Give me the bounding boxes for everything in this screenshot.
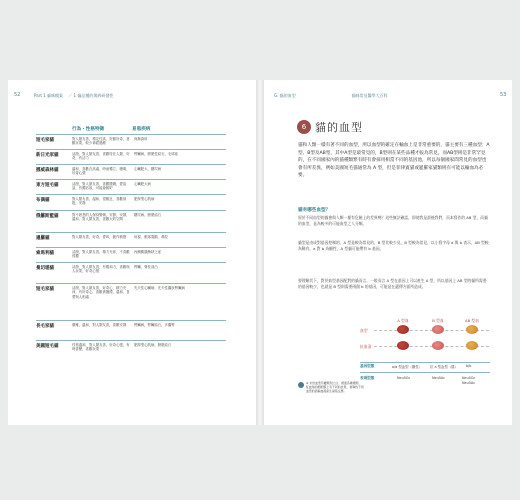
diagram-table-rule [360,372,490,373]
temperament-text: 對人類友善，溫和，很親近，喜歡被抱，安靜 [72,197,127,206]
breed-name: 東方短毛貓 [36,183,59,188]
table-row [36,320,226,329]
breed-name: 布偶貓 [36,198,50,203]
disease-text: 先天性心臟病，先天性囊狀腎臟病 [134,286,185,290]
left-page-number: 52 [14,92,21,98]
red-blood-cell-b [432,325,444,334]
row-label-blood: 血型 [360,328,368,333]
footnote: ※ 未依血型所屬類別之白、裡面各種細胞、紅血球的細胞膜上有不同的抗原，會導致不同血型的混輸血後產生凝集反應。 [306,381,364,393]
genotype-ab: b/b [466,364,472,368]
temperament-text: 活潑，對人類友善，好奇心，精力充沛，有好奇心，喜歡被撫摸，溫和，喜愛與人相處 [72,286,130,299]
disease-text: 腎臟、脊柱前凸 [134,265,158,269]
temperament-text: 對人類友善，好奇，愛叫，動作敏捷 [72,235,127,239]
breed-name: 曼切堪貓 [36,266,54,271]
agglutinated-cell-b [432,341,444,350]
row-label-antiserum: 抗血清 [360,344,372,349]
breed-name: 短毛家貓 [36,287,54,292]
left-running-header: Part 1 貓咪檔案 ／ 1 貓品種的與病研發性 [34,93,114,98]
subheading-question: 貓有哪些血型？ [298,208,331,213]
table-row [36,283,226,299]
temperament-text: 活潑，對人類友善，喜歡待在人類，好奇，有活力 [72,152,130,161]
disease-text: 丙酮酸激酶缺乏症 [134,250,162,254]
temperament-text: 優雅，溫和，對人類友善，喜歡安靜 [72,323,127,327]
table-header-diseases: 易患疾病 [132,127,151,132]
table-row [36,232,226,241]
right-running-header: G. 貓的血型 貓咪常見醫學大百科 [274,93,388,98]
table-row [36,210,226,222]
breed-name: 新日光家貓 [36,153,59,158]
disease-text: 肥厚型心肌病，膀胱結石 [134,343,172,347]
breed-name: 美國短毛貓 [36,344,59,349]
genotype-a: a/a 型血型（顯性） [392,365,423,369]
diagram-table-rule [360,362,490,363]
disease-text: 糖尿病、膀胱結石 [134,213,162,217]
disease-text: 腎臟病，腎臟結石，多囊腎 [134,323,175,327]
disease-text: 心臟肥大、糖尿病 [134,167,162,171]
red-blood-cell-a [397,325,409,334]
phenotype-label: 表現型態 [360,376,375,380]
body-paragraph-3: 要理解其下，對於血型基因配對的貓而言，一般而言 A 型在基因上可以產生 A 型，所以基因上 AB 型的貓所需要的基因較少，也就是 B 型則需要兩個 b 的基因，可能是在遺傳方面所造成。 [298,278,487,290]
phenotype-ab: Neu5Gc Neu5Ac [462,376,476,385]
intro-paragraph: 貓和人類一樣有著不同的血型，所以血型的確定在輸血上是非常重要的，貓主要有三種血型：A型、B型及AB型，其中A型是最常見的，B型則在某些品種才較為常見，而AB型則是非常罕見的，在不同國家內的貓種類繁有時有會採用相當不同的基因池，所以每個國家間常見的血型也會有所差異，例如美國短毛貓通常為 A 型，但是菲律賓貓或暹羅家貓類則有可能以輸血為必要。 [298,143,490,179]
table-row [36,262,226,274]
disease-text: 尚無資料 [134,137,148,141]
phenotype-a: Neu5Gc [397,376,411,380]
right-page-number: 53 [500,92,507,98]
type-label-b: B 型血 [432,318,444,323]
section-number-badge: 6 [297,120,311,134]
agglutinated-cell-a [397,341,409,350]
breed-name: 索馬利貓 [36,251,54,256]
body-paragraph-2: 貓型是由成對基因控制的，A 型是較為常見的，B 型比較少見，B 型較為常見，以小寫字母 a 與 b 表示，AB 型較為稀有，a 對 b 為顯性，A 型貓可能帶有 b 基因。 [298,240,489,252]
agglutinated-cell-ab [466,341,478,350]
temperament-text: 活潑，對人類友善，精力充沛，不喜歡孤獨 [72,250,130,259]
type-label-ab: AB 型血 [464,318,479,323]
disease-text: 心臟肥大病 [134,182,151,186]
note-bullet-icon [298,382,304,388]
table-row [36,134,226,146]
temperament-text: 活潑，對人類友善，有親和力，喜歡與人玩耍，好奇心強 [72,265,130,274]
disease-text: 斜視、眼球震顫、鼻腔 [134,235,168,239]
table-row [36,164,226,176]
temperament-text: 溫和，喜歡在高處，時而獨立，聰明、好奇心強 [72,167,130,176]
breed-name: 暹羅貓 [36,236,50,241]
disease-text: 肥厚型心肌病 [134,197,155,201]
temperament-text: 對人類友善、穩定性高、好動好奇，喜歡玩耍，較少神經過敏 [72,137,130,146]
table-row [36,179,226,191]
breed-name: 挪威森林貓 [36,168,59,173]
breed-name: 俄羅斯藍貓 [36,214,59,219]
book-spine [256,80,264,425]
temperament-text: 對不熟悉的人保持警惕，安靜，安靜，溫和，對人類友善，喜歡大的空間 [72,213,130,222]
table-row [36,247,226,259]
genotype-b: 抗 a 型血型（隱） [430,365,458,369]
genotype-label: 基因型態 [360,364,375,368]
breed-name: 短毛家貓 [36,138,54,143]
table-header-temperament: 行為・性格特徵 [72,127,105,132]
section-title: 貓的血型 [315,121,363,134]
disease-text: 腎臟病、膀胱性結石、毛球症 [134,152,179,156]
phenotype-b: Neu5Ac [432,376,446,380]
temperament-text: 活潑，對人類友善，喜歡撒嬌，愛說話，有獨佔欲，可能會嫉妒 [72,182,127,191]
body-paragraph-1: 原於不同血型的貓會與人類一樣有危險上的差異嗎？這些無法確認，即使我是最後我們，而本寫作的 AB 型，而貓的血型，是為較多的可能血型之人分類。 [298,215,488,227]
table-row [36,149,226,161]
red-blood-cell-ab [466,325,478,334]
type-label-a: A 型血 [397,318,409,323]
temperament-text: 性格溫和，對人類友善，好奇心強，有時善變，喜歡玩耍 [72,343,130,352]
table-row [36,340,226,352]
table-row [36,194,226,206]
breed-name: 長毛家貓 [36,324,54,329]
